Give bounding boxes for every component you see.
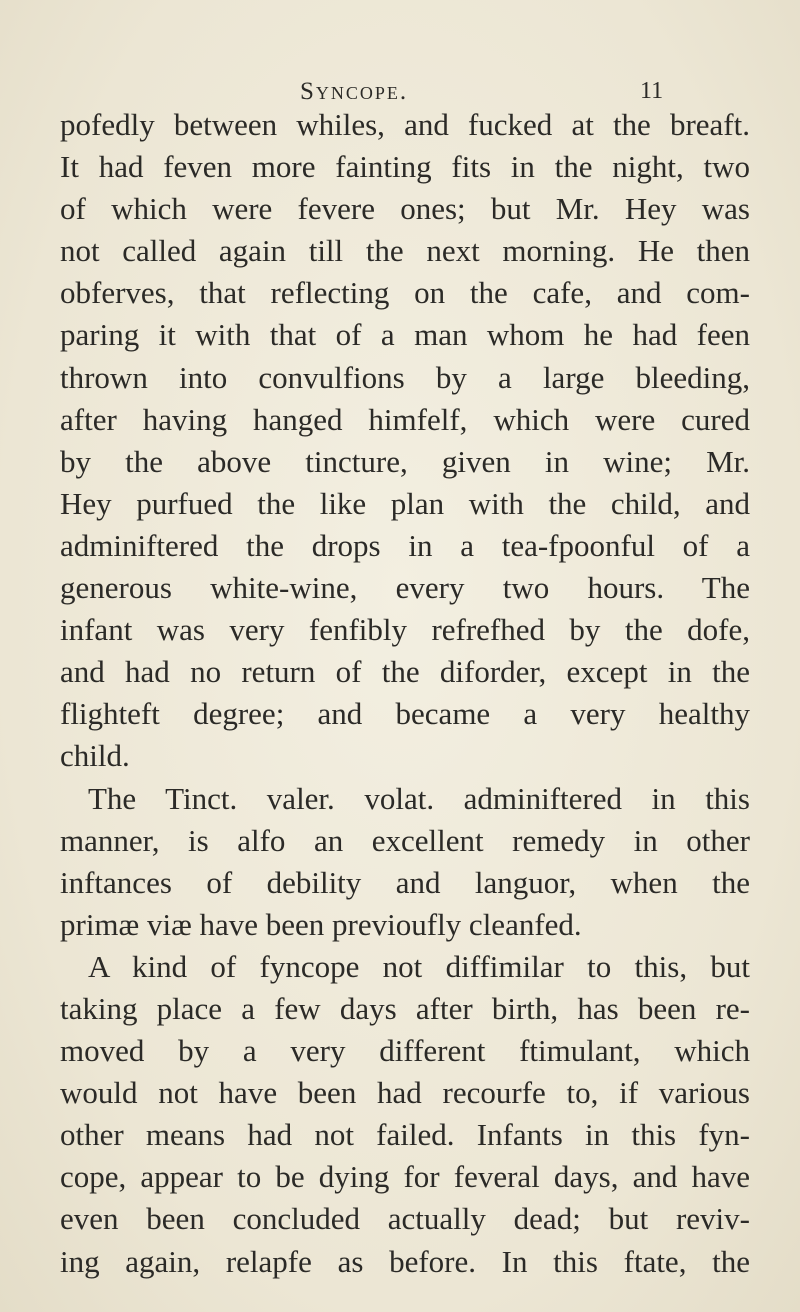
text-line: pofedly between whiles, and fucked at the breaft. (60, 107, 750, 142)
text-line: A kind of fyncope not diffimilar to this, but (88, 948, 750, 984)
body-text (60, 104, 750, 1283)
text-line: Hey purfued the like plan with the child, and (60, 485, 750, 521)
page-number: 11 (640, 78, 664, 104)
text-line: of which were fevere ones; but Mr. Hey was (60, 191, 750, 227)
text-line: generous white-wine, every two hours. The (60, 570, 750, 606)
text-line: thrown into convulfions by a large bleeding, (60, 359, 750, 395)
text-line: would not have been had recourfe to, if various (60, 1075, 750, 1111)
text-line: cope, appear to be dying for feveral days, and have (60, 1159, 750, 1195)
text-line: flighteft degree; and became a very healthy (60, 696, 750, 732)
text-line: and had no return of the diforder, except in the (60, 654, 750, 690)
text-line: ing again, relapfe as before. In this ftate, the (60, 1243, 750, 1279)
text-line: taking place a few days after birth, has been re- (60, 990, 750, 1026)
running-title: Syncope. (300, 78, 409, 105)
text-line: obferves, that reflecting on the cafe, and com- (60, 275, 750, 311)
text-line: paring it with that of a man whom he had feen (60, 317, 750, 353)
text-line: primæ viæ have been previoufly cleanfed. (60, 906, 582, 942)
text-line: after having hanged himfelf, which were cured (60, 401, 750, 437)
text-line: child. (60, 738, 130, 774)
text-line: other means had not failed. Infants in this fyn- (60, 1117, 750, 1153)
text-line: moved by a very different ftimulant, which (60, 1033, 750, 1069)
text-line: adminiftered the drops in a tea-fpoonful of a (60, 527, 750, 563)
text-line: It had feven more fainting fits in the night, two (60, 149, 750, 185)
text-line: infant was very fenfibly refrefhed by the dofe, (60, 612, 750, 648)
text-line: by the above tincture, given in wine; Mr. (60, 443, 750, 479)
text-line: even been concluded actually dead; but reviv- (60, 1201, 750, 1237)
text-line: manner, is alfo an excellent remedy in other (60, 822, 750, 858)
text-line: The Tinct. valer. volat. adminiftered in this (88, 780, 750, 816)
text-line: inftances of debility and languor, when the (60, 864, 750, 900)
text-line: not called again till the next morning. He then (60, 233, 750, 269)
